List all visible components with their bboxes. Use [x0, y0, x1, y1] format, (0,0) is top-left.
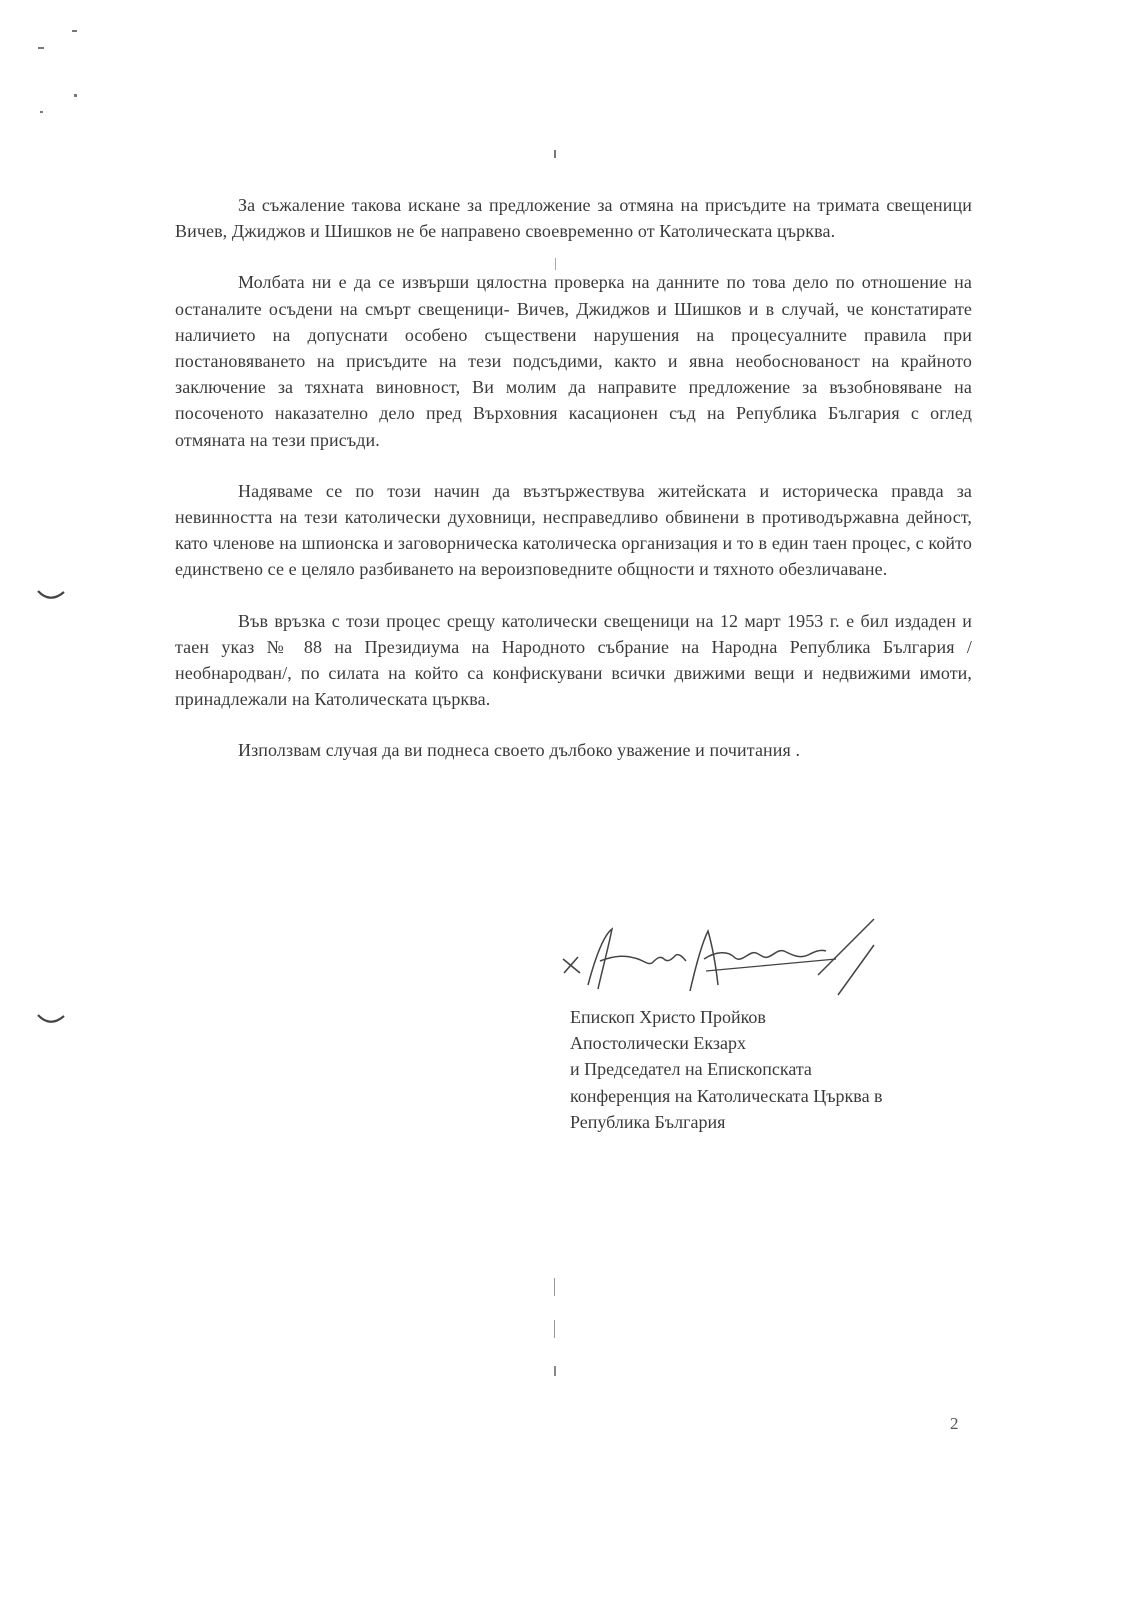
scan-speck [554, 1278, 555, 1296]
scan-speck [554, 150, 556, 158]
scan-speck [554, 1366, 556, 1376]
paragraph-regret: За съжаление такова искане за предложение за отмяна на присъдите на тримата свещеници Вичев, Джиджов и Шишков не бе направено своевременно от Католическата църква. [175, 195, 972, 242]
handwritten-signature [556, 915, 886, 1010]
paragraph-hope: Надяваме се по този начин да възтържествува житейската и историческа правда за невинността на тези католически духовници, несправедливо обвинени в противодържавна дейност, като членове на шпионска и заговорническа католическа организация и то в един таен процес, с който единствено се е целяло разбиването на вероизповедните общности и тяхното обезличаване. [175, 480, 972, 580]
signatory-role-line-2: конференция на Католическата Църква в [570, 1085, 883, 1106]
scan-speck [74, 94, 77, 97]
signatory-role-line-1: и Председател на Епископската [570, 1059, 812, 1080]
punch-hole-mark [36, 588, 66, 602]
scan-speck [40, 111, 43, 113]
signatory-title: Апостолически Екзарх [570, 1033, 747, 1054]
page-number: 2 [950, 1414, 959, 1433]
punch-hole-mark [36, 1012, 66, 1026]
scan-speck [554, 1320, 555, 1338]
paragraph-request: Молбата ни е да се извърши цялостна проверка на данните по това дело по отношение на останалите осъдени на смърт свещеници- Вичев, Джиджов и Шишков и в случай, че констатирате наличието на допуснати особено съществени нарушения на процесуалните правила при постановяването на присъдите на тези подсъдими, както и явна необоснованост на крайното заключение за тяхната виновност, Ви молим да направите предложение за възобновяване на посоченото наказателно дело пред Върховния касационен съд на Република България с оглед отмяната на тези присъди. [175, 272, 972, 450]
signature-block [570, 1004, 990, 1135]
signatory-name: Епископ Христо Пройков [570, 1007, 766, 1027]
scan-speck [72, 30, 77, 32]
letter-body [175, 192, 972, 789]
signatory-role-line-3: Република България [570, 1111, 726, 1132]
scan-speck [38, 47, 44, 49]
paragraph-closing: Използвам случая да ви поднеса своето дълбоко уважение и почитания . [238, 740, 801, 761]
paragraph-decree: Във връзка с този процес срещу католически свещеници на 12 март 1953 г. е бил издаден и таен указ № 88 на Президиума на Народното събрание на Народна Република България /необнародван/, по силата на който са конфискувани всички движими вещи и недвижими имоти, принадлежали на Католическата църква. [175, 610, 972, 710]
